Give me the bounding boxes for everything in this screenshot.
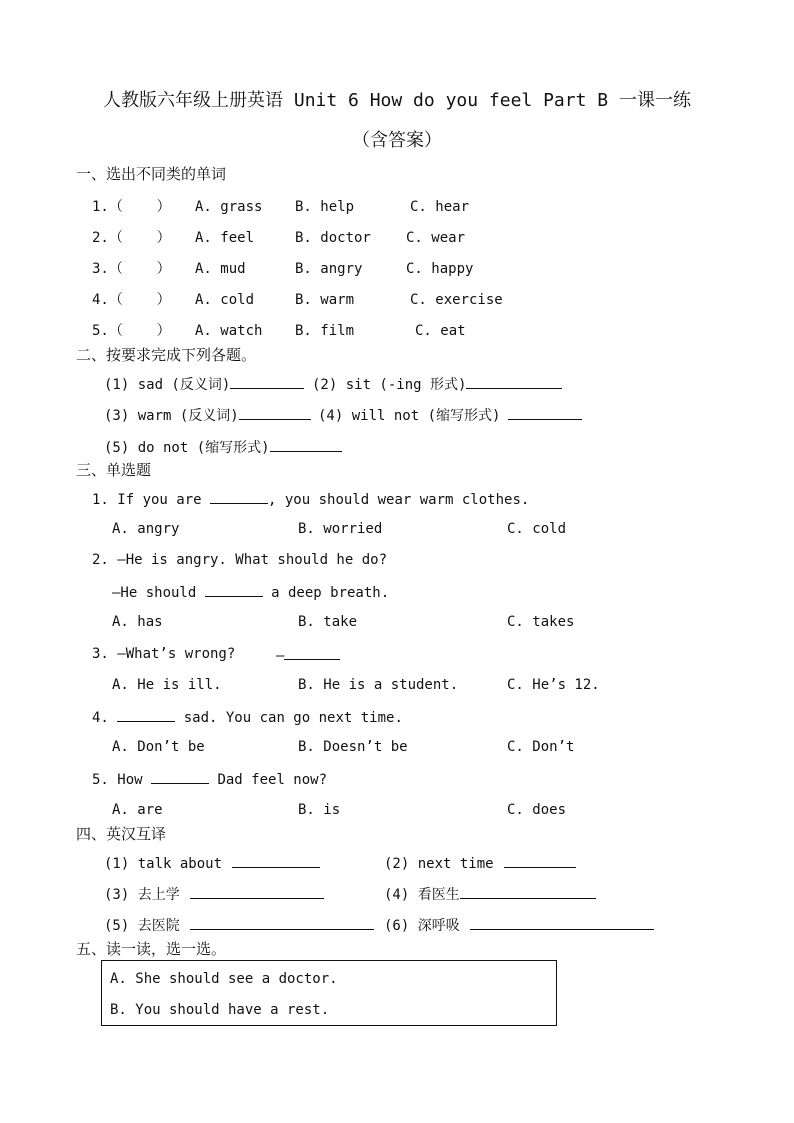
s4-q4-blank	[460, 884, 596, 899]
s1-q1-option-a: A. grass	[195, 199, 263, 215]
s3-q5-stem-end: Dad feel now?	[209, 772, 328, 788]
s2-q1-blank	[230, 374, 304, 389]
s3-q4-option-c: C. Don’t	[507, 739, 575, 755]
s3-q1-stem-start: 1. If you are	[92, 492, 211, 508]
s3-q3-option-c: C. He’s 12.	[507, 677, 600, 693]
s1-q3-option-c: C. happy	[406, 261, 474, 277]
s1-q1-option-c: C. hear	[410, 199, 470, 215]
s3-q2-option-b: B. take	[298, 614, 358, 630]
s5-option-b: B. You should have a rest.	[110, 1002, 330, 1018]
s4-q1-label: (1) talk about	[104, 856, 223, 872]
s1-q5-option-b: B. film	[295, 323, 355, 339]
s3-q1-stem	[92, 489, 529, 509]
s1-q4-number: 4.（ ）	[92, 292, 171, 308]
s1-q1-number: 1.（ ）	[92, 199, 171, 215]
s2-q2-label: (2) sit (-ing 形式)	[312, 377, 467, 393]
s4-q3	[104, 884, 324, 904]
s1-q4-option-a: A. cold	[195, 292, 255, 308]
s3-q2-option-c: C. takes	[507, 614, 575, 630]
s3-q5-option-c: C. does	[507, 802, 567, 818]
s3-q3-option-a: A. He is ill.	[112, 677, 222, 693]
section-3-heading: 三、单选题	[76, 461, 152, 479]
s3-q1-option-c: C. cold	[507, 521, 567, 537]
s3-q1-stem-end: , you should wear warm clothes.	[268, 492, 530, 508]
s3-q4-blank	[117, 707, 175, 722]
s1-q3-number: 3.（ ）	[92, 261, 171, 277]
s2-q2	[312, 374, 562, 394]
s3-q5-stem-start: 5. How	[92, 772, 152, 788]
s4-q6	[384, 915, 654, 935]
s1-q2-option-a: A. feel	[195, 230, 255, 246]
s4-q3-blank	[190, 884, 324, 899]
s1-q5-option-c: C. eat	[415, 323, 466, 339]
s2-q5-blank	[270, 437, 342, 452]
s3-q5-blank	[151, 769, 209, 784]
s2-q4-blank	[508, 405, 582, 420]
s1-q3-option-b: B. angry	[295, 261, 363, 277]
s5-option-a: A. She should see a doctor.	[110, 971, 338, 987]
s3-q2-option-a: A. has	[112, 614, 163, 630]
s1-q2-option-c: C. wear	[406, 230, 466, 246]
s4-q4	[384, 884, 596, 904]
s3-q3-answer	[276, 645, 340, 665]
s1-q2-number: 2.（ ）	[92, 230, 171, 246]
s4-q6-blank	[470, 915, 654, 930]
s1-q1-option-b: B. help	[295, 199, 355, 215]
section-1-heading: 一、选出不同类的单词	[76, 165, 227, 183]
s4-q6-label: (6) 深呼吸	[384, 918, 460, 934]
s1-q5-number: 5.（ ）	[92, 323, 171, 339]
s2-q3	[104, 405, 311, 425]
s1-q4-option-c: C. exercise	[410, 292, 503, 308]
s3-q2-blank	[205, 582, 263, 597]
s3-q4-number: 4.	[92, 710, 118, 726]
s3-q4-stem	[92, 707, 403, 727]
s4-q5-label: (5) 去医院	[104, 918, 180, 934]
s3-q3-dash: —	[276, 648, 285, 664]
s3-q3-stem: 3. —What’s wrong?	[92, 646, 236, 662]
s3-q5-stem	[92, 769, 327, 789]
s3-q2-stem: 2. —He is angry. What should he do?	[92, 552, 388, 568]
s3-q5-option-a: A. are	[112, 802, 163, 818]
s2-q2-blank	[466, 374, 562, 389]
s3-q4-option-b: B. Doesn’t be	[298, 739, 408, 755]
s2-q5	[104, 437, 342, 457]
section-2-heading: 二、按要求完成下列各题。	[76, 346, 257, 364]
s4-q5-blank	[190, 915, 374, 930]
s3-q2-stem-2-start: —He should	[112, 585, 205, 601]
s1-q2-option-b: B. doctor	[295, 230, 371, 246]
s3-q4-option-a: A. Don’t be	[112, 739, 205, 755]
s4-q2	[384, 853, 576, 873]
s3-q4-stem-end: sad. You can go next time.	[175, 710, 403, 726]
s3-q1-option-b: B. worried	[298, 521, 383, 537]
s2-q5-label: (5) do not (缩写形式)	[104, 440, 270, 456]
s4-q2-blank	[504, 853, 576, 868]
s2-q4	[318, 405, 582, 425]
s2-q4-label: (4) will not (缩写形式)	[318, 408, 501, 424]
s3-q5-option-b: B. is	[298, 802, 341, 818]
s4-q2-label: (2) next time	[384, 856, 494, 872]
s4-q1-blank	[232, 853, 320, 868]
s4-q5	[104, 915, 374, 935]
s3-q2-stem-2	[112, 582, 389, 602]
section-5-heading: 五、读一读，选一选。	[76, 940, 227, 958]
s3-q2-stem-2-end: a deep breath.	[262, 585, 390, 601]
s3-q1-option-a: A. angry	[112, 521, 180, 537]
s1-q4-option-b: B. warm	[295, 292, 355, 308]
s2-q1-label: (1) sad (反义词)	[104, 377, 231, 393]
s3-q3-option-b: B. He is a student.	[298, 677, 459, 693]
page-subtitle: （含答案）	[352, 130, 442, 151]
s2-q3-blank	[239, 405, 311, 420]
s4-q1	[104, 853, 320, 873]
s4-q4-label: (4) 看医生	[384, 887, 460, 903]
s3-q3-blank	[284, 645, 340, 660]
s4-q3-label: (3) 去上学	[104, 887, 180, 903]
s2-q1	[104, 374, 304, 394]
page-title: 人教版六年级上册英语 Unit 6 How do you feel Part B 一课一练	[103, 90, 691, 111]
s1-q3-option-a: A. mud	[195, 261, 246, 277]
s3-q1-blank	[210, 489, 268, 504]
section-4-heading: 四、英汉互译	[76, 825, 167, 843]
s2-q3-label: (3) warm (反义词)	[104, 408, 239, 424]
s1-q5-option-a: A. watch	[195, 323, 263, 339]
